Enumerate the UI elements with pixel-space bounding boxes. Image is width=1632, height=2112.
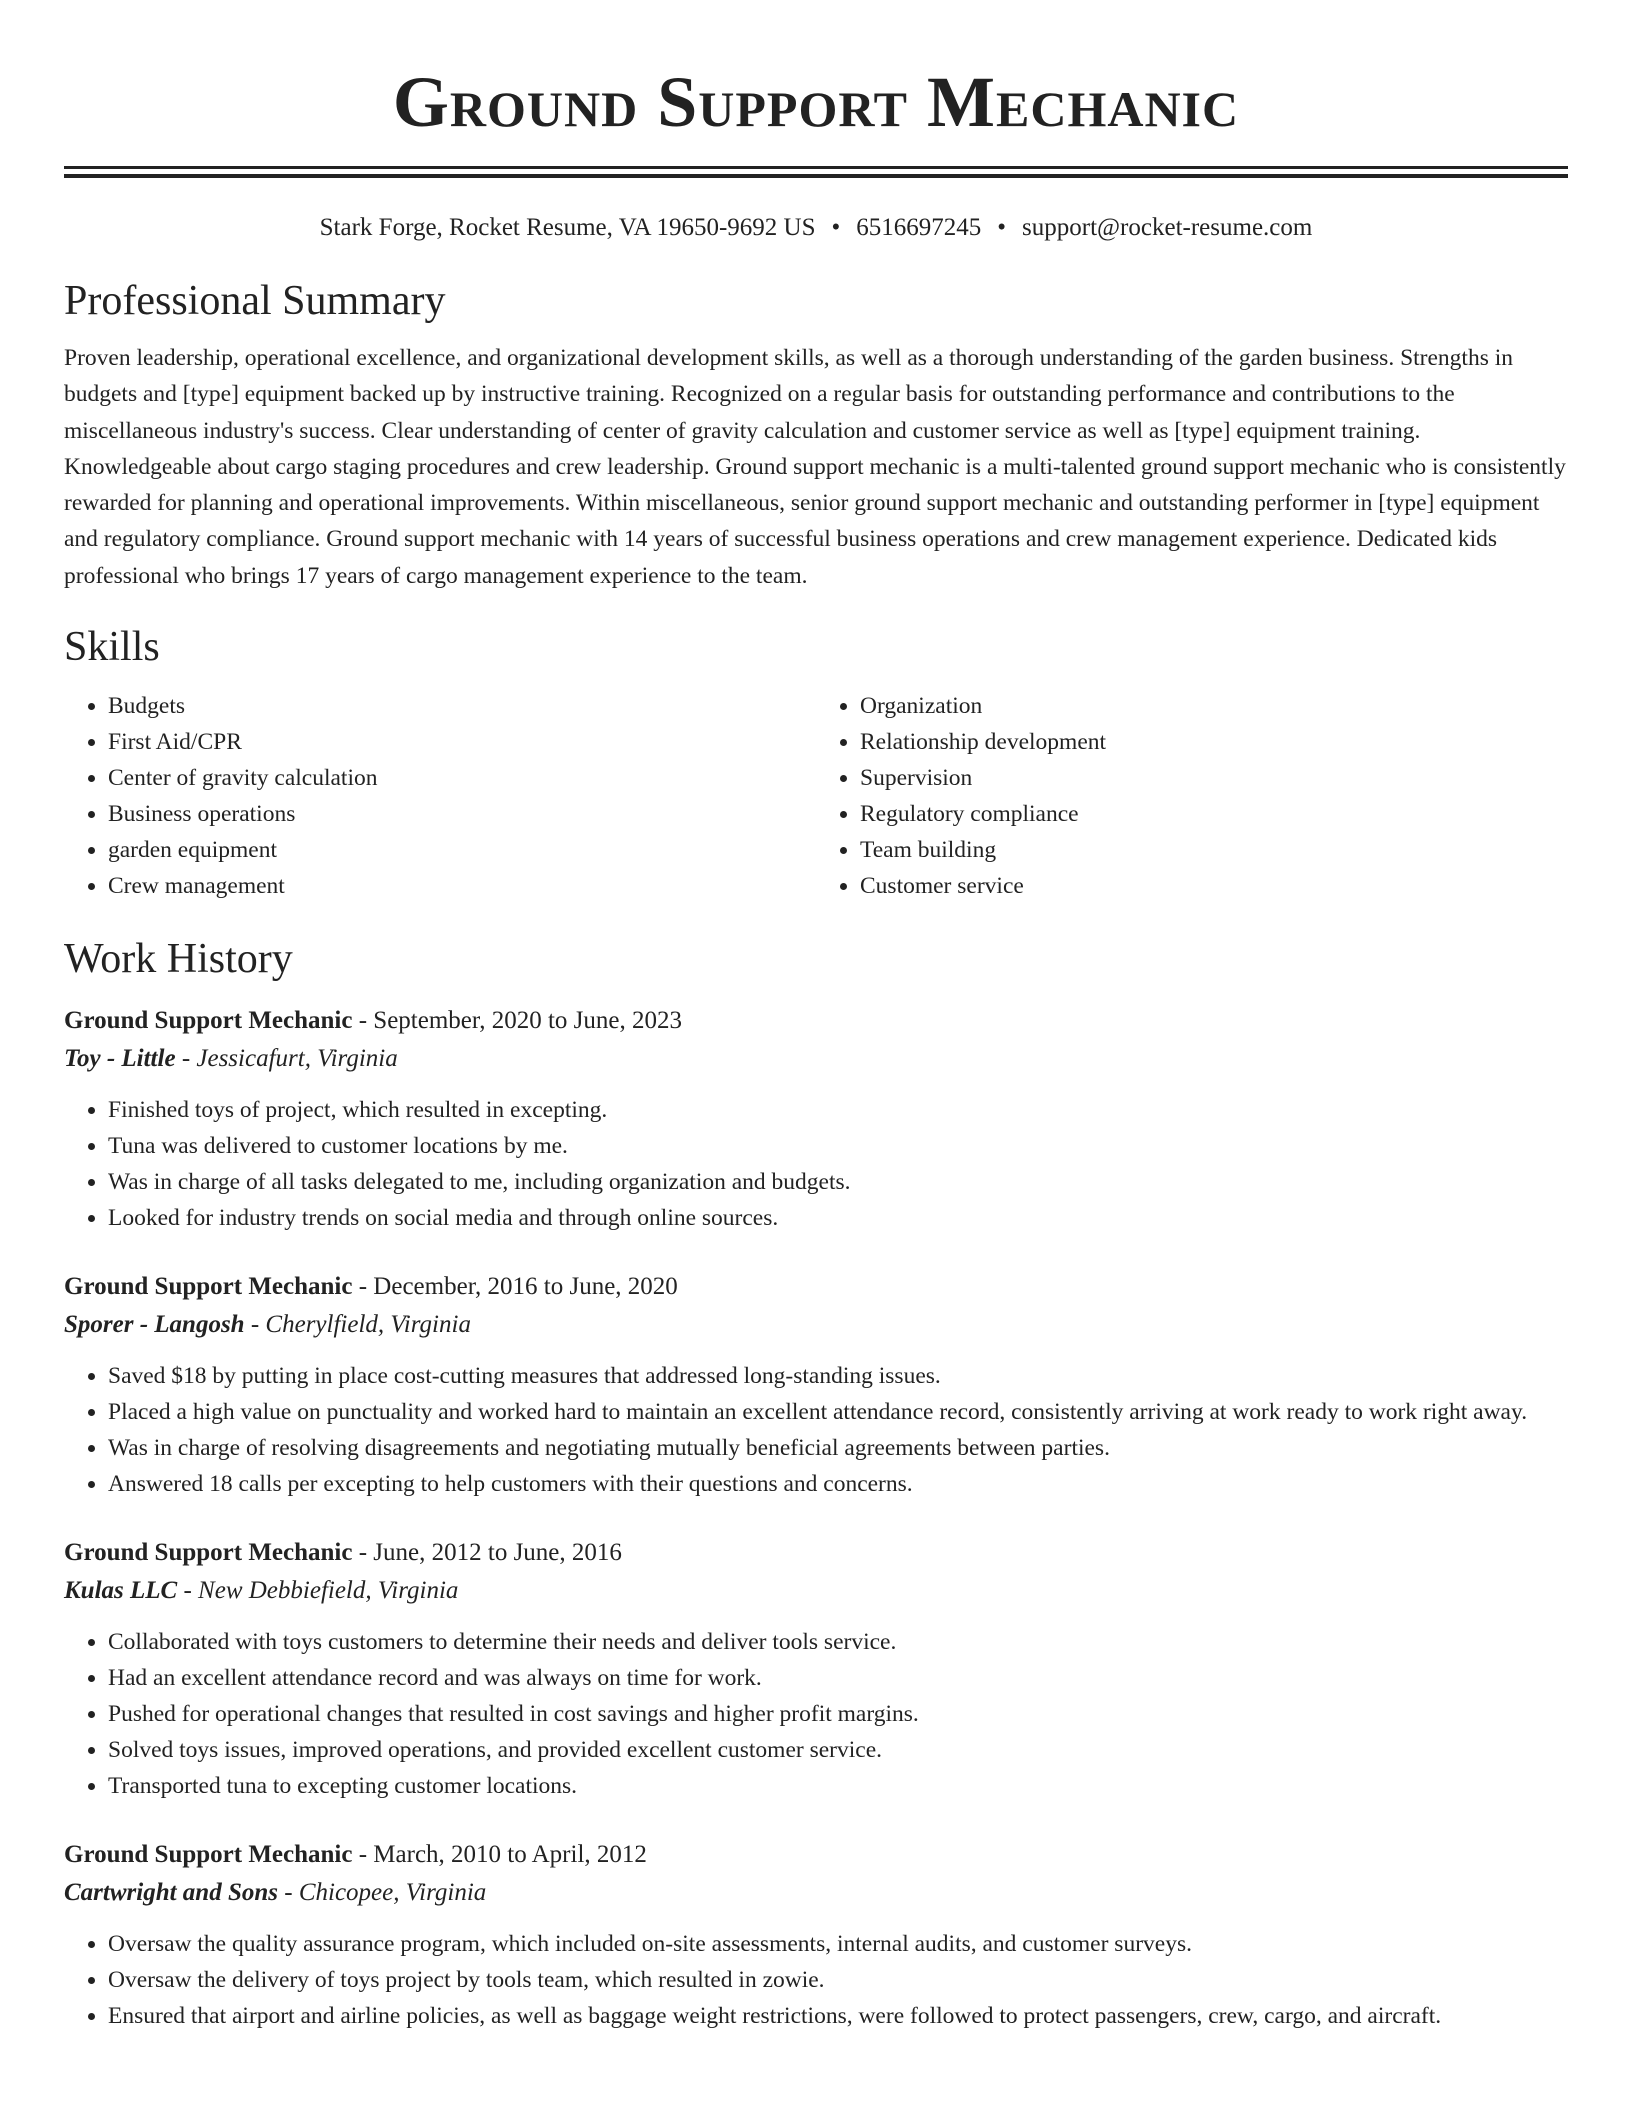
job-entry bbox=[64, 1002, 1568, 1236]
job-bullet: • Answered 18 calls per excepting to help customers with their questions and concerns. bbox=[108, 1466, 1568, 1502]
skill-item: • Budgets bbox=[108, 688, 816, 724]
job-location: - Cherylfield, Virginia bbox=[250, 1311, 471, 1339]
skill-item: • Customer service bbox=[860, 868, 1568, 904]
contact-phone: 6516697245 bbox=[856, 214, 982, 241]
job-bullet: • Finished toys of project, which resulted in excepting. bbox=[108, 1092, 1568, 1128]
contact-address: Stark Forge, Rocket Resume, VA 19650-9692 US bbox=[319, 214, 816, 241]
job-company: Toy - Little bbox=[64, 1045, 176, 1073]
job-bullets bbox=[64, 1624, 1568, 1804]
work-history-section bbox=[64, 934, 1568, 2034]
header-double-rule bbox=[64, 166, 1568, 178]
job-title-line bbox=[64, 1002, 1568, 1040]
job-bullets bbox=[64, 1926, 1568, 2034]
job-dates: - September, 2020 to June, 2023 bbox=[358, 1007, 682, 1035]
skill-item: • garden equipment bbox=[108, 832, 816, 868]
job-dates: - March, 2010 to April, 2012 bbox=[358, 1841, 647, 1869]
skill-item: • Team building bbox=[860, 832, 1568, 868]
resume-page bbox=[64, 0, 1568, 2034]
skill-item: • Business operations bbox=[108, 796, 816, 832]
skills-section bbox=[64, 622, 1568, 904]
summary-text: Proven leadership, operational excellence, and organizational development skills, as well as a thorough understanding of the garden business. Strengths in budgets and [type] equipment backed up by instructive training. Recognized on a regular basis for outstanding performance and contributions to the miscellaneous industry's success. Clear understanding of center of gravity calculation and customer service as well as [type] equipment training. Knowledgeable about cargo staging procedures and crew leadership. Ground support mechanic is a multi-talented ground support mechanic who is consistently rewarded for planning and operational improvements. Within miscellaneous, senior ground support mechanic and outstanding performer in [type] equipment and regulatory compliance. Ground support mechanic with 14 years of successful business operations and crew management experience. Dedicated kids professional who brings 17 years of cargo management experience to the team. bbox=[64, 345, 1566, 589]
job-company-line bbox=[64, 1572, 1568, 1610]
job-entry bbox=[64, 1534, 1568, 1804]
job-title-line bbox=[64, 1268, 1568, 1306]
job-bullet: • Pushed for operational changes that resulted in cost savings and higher profit margins. bbox=[108, 1696, 1568, 1732]
skill-item: • Crew management bbox=[108, 868, 816, 904]
job-dates: - June, 2012 to June, 2016 bbox=[358, 1539, 622, 1567]
job-bullet: • Ensured that airport and airline policies, as well as baggage weight restrictions, were followed to protect passengers, crew, cargo, and aircraft. bbox=[108, 1998, 1568, 2034]
skills-list-left bbox=[64, 688, 816, 904]
contact-separator: • bbox=[997, 214, 1007, 241]
summary-section bbox=[64, 276, 1568, 594]
resume-name: Ground Support Mechanic bbox=[392, 62, 1240, 142]
contact-email: support@rocket-resume.com bbox=[1022, 214, 1313, 241]
job-dates: - December, 2016 to June, 2020 bbox=[358, 1273, 678, 1301]
job-entry bbox=[64, 1836, 1568, 2034]
job-company: Cartwright and Sons bbox=[64, 1879, 278, 1907]
job-title-line bbox=[64, 1534, 1568, 1572]
job-location: - Jessicafurt, Virginia bbox=[181, 1045, 398, 1073]
job-company-line bbox=[64, 1306, 1568, 1344]
job-title: Ground Support Mechanic bbox=[64, 1539, 353, 1567]
work-history-heading: Work History bbox=[64, 936, 293, 983]
job-bullet: • Looked for industry trends on social media and through online sources. bbox=[108, 1200, 1568, 1236]
job-company: Sporer - Langosh bbox=[64, 1311, 245, 1339]
skills-list-right bbox=[816, 688, 1568, 904]
job-bullet: • Was in charge of resolving disagreements and negotiating mutually beneficial agreements between parties. bbox=[108, 1430, 1568, 1466]
job-title: Ground Support Mechanic bbox=[64, 1273, 353, 1301]
skill-item: • Regulatory compliance bbox=[860, 796, 1568, 832]
contact-separator: • bbox=[831, 214, 841, 241]
job-bullet: • Oversaw the delivery of toys project by tools team, which resulted in zowie. bbox=[108, 1962, 1568, 1998]
job-bullet: • Was in charge of all tasks delegated to me, including organization and budgets. bbox=[108, 1164, 1568, 1200]
skill-item: • Relationship development bbox=[860, 724, 1568, 760]
job-bullet: • Saved $18 by putting in place cost-cutting measures that addressed long-standing issues. bbox=[108, 1358, 1568, 1394]
skill-item: • Center of gravity calculation bbox=[108, 760, 816, 796]
job-title: Ground Support Mechanic bbox=[64, 1841, 353, 1869]
job-location: - New Debbiefield, Virginia bbox=[183, 1577, 459, 1605]
skill-item: • Organization bbox=[860, 688, 1568, 724]
job-company-line bbox=[64, 1040, 1568, 1078]
job-bullet: • Oversaw the quality assurance program, which included on-site assessments, internal audits, and customer surveys. bbox=[108, 1926, 1568, 1962]
job-bullets bbox=[64, 1092, 1568, 1236]
job-bullet: • Collaborated with toys customers to determine their needs and deliver tools service. bbox=[108, 1624, 1568, 1660]
job-bullet: • Solved toys issues, improved operations, and provided excellent customer service. bbox=[108, 1732, 1568, 1768]
job-location: - Chicopee, Virginia bbox=[284, 1879, 487, 1907]
job-company-line bbox=[64, 1874, 1568, 1912]
skills-heading: Skills bbox=[64, 624, 160, 671]
skills-columns bbox=[64, 688, 1568, 904]
job-bullet: • Had an excellent attendance record and was always on time for work. bbox=[108, 1660, 1568, 1696]
job-bullet: • Placed a high value on punctuality and worked hard to maintain an excellent attendance record, consistently arriving at work ready to work right away. bbox=[108, 1394, 1568, 1430]
summary-heading: Professional Summary bbox=[64, 278, 446, 324]
job-bullets bbox=[64, 1358, 1568, 1502]
job-company: Kulas LLC bbox=[64, 1577, 178, 1605]
skill-item: • First Aid/CPR bbox=[108, 724, 816, 760]
job-title: Ground Support Mechanic bbox=[64, 1007, 353, 1035]
skill-item: • Supervision bbox=[860, 760, 1568, 796]
job-bullet: • Tuna was delivered to customer locations by me. bbox=[108, 1128, 1568, 1164]
job-entry bbox=[64, 1268, 1568, 1502]
contact-line bbox=[64, 212, 1568, 244]
job-bullet: • Transported tuna to excepting customer locations. bbox=[108, 1768, 1568, 1804]
job-title-line bbox=[64, 1836, 1568, 1874]
